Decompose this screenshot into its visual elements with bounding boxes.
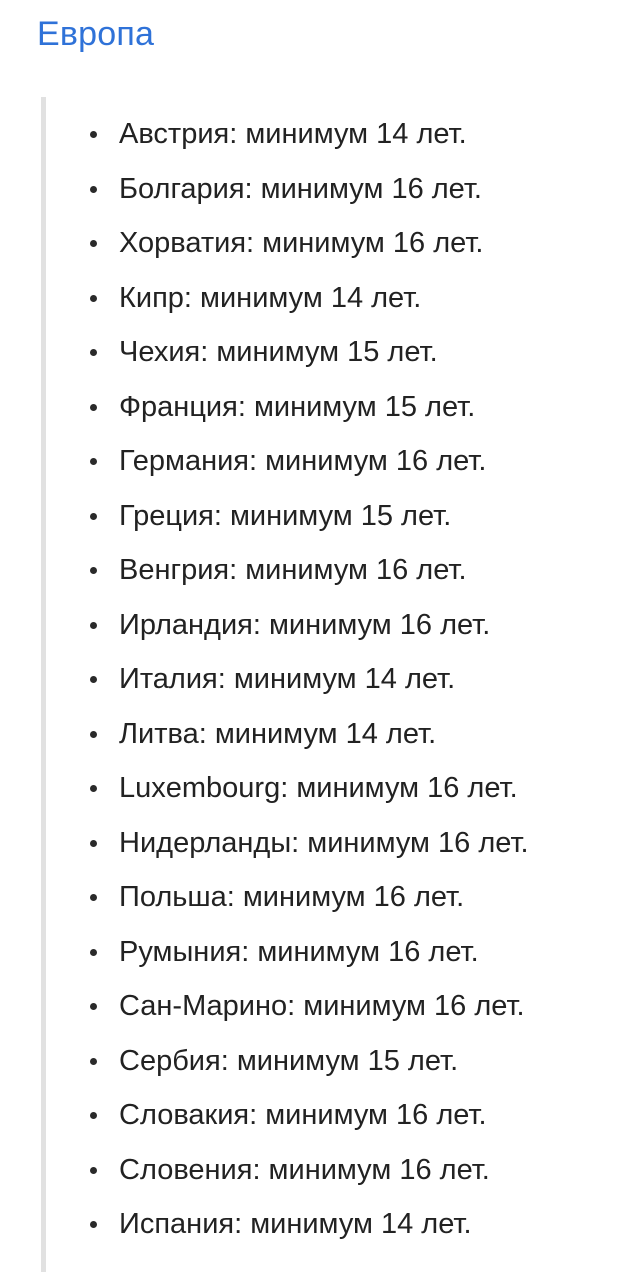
list-item [86, 325, 529, 380]
list-item [86, 979, 529, 1034]
list-item [86, 598, 529, 653]
list-item [86, 543, 529, 598]
list-item [86, 1197, 529, 1252]
list-item-text: Румыния: минимум 16 лет. [119, 935, 479, 968]
list-item-text: Греция: минимум 15 лет. [119, 499, 452, 532]
list-item-text: Словения: минимум 16 лет. [119, 1153, 490, 1186]
bullet-dot-icon [90, 131, 97, 138]
list-item-text: Болгария: минимум 16 лет. [119, 172, 482, 205]
bullet-dot-icon [90, 513, 97, 520]
bullet-dot-icon [90, 785, 97, 792]
list-item [86, 1034, 529, 1089]
list-item [86, 652, 529, 707]
country-list [86, 107, 529, 1252]
list-item [86, 1143, 529, 1198]
bullet-dot-icon [90, 949, 97, 956]
bullet-dot-icon [90, 622, 97, 629]
bullet-dot-icon [90, 1003, 97, 1010]
list-item-text: Испания: минимум 14 лет. [119, 1208, 472, 1240]
bullet-dot-icon [90, 1167, 97, 1174]
list-item [86, 107, 529, 162]
list-item-text: Польша: минимум 16 лет. [119, 881, 465, 913]
bullet-dot-icon [90, 676, 97, 683]
list-item [86, 816, 529, 871]
list-item [86, 489, 529, 544]
bullet-dot-icon [90, 404, 97, 411]
list-item-text: Luxembourg: минимум 16 лет. [119, 772, 518, 804]
list-item-text: Кипр: минимум 14 лет. [119, 281, 422, 314]
list-item [86, 162, 529, 217]
section-title-link[interactable]: Европа [37, 15, 155, 53]
bullet-dot-icon [90, 894, 97, 901]
list-item [86, 380, 529, 435]
list-item [86, 707, 529, 762]
list-item [86, 870, 529, 925]
bullet-dot-icon [90, 1112, 97, 1119]
bullet-dot-icon [90, 458, 97, 465]
bullet-dot-icon [90, 1058, 97, 1065]
bullet-dot-icon [90, 1221, 97, 1228]
list-item-text: Чехия: минимум 15 лет. [119, 336, 438, 368]
list-item-text: Литва: минимум 14 лет. [119, 717, 437, 750]
list-item [86, 434, 529, 489]
list-item-text: Нидерланды: минимум 16 лет. [119, 826, 529, 859]
bullet-dot-icon [90, 349, 97, 356]
list-item-text: Венгрия: минимум 16 лет. [119, 554, 467, 586]
bullet-dot-icon [90, 567, 97, 574]
list-item-text: Сан-Марино: минимум 16 лет. [119, 990, 525, 1022]
list-item-text: Германия: минимум 16 лет. [119, 445, 487, 477]
list-item-text: Сербия: минимум 15 лет. [119, 1044, 459, 1077]
list-item-text: Словакия: минимум 16 лет. [119, 1099, 487, 1131]
list-item-text: Ирландия: минимум 16 лет. [119, 608, 491, 641]
blockquote [41, 97, 631, 1272]
bullet-dot-icon [90, 240, 97, 247]
list-item [86, 216, 529, 271]
list-item [86, 925, 529, 980]
bullet-dot-icon [90, 731, 97, 738]
list-item [86, 1088, 529, 1143]
bullet-dot-icon [90, 840, 97, 847]
bullet-dot-icon [90, 295, 97, 302]
list-item-text: Италия: минимум 14 лет. [119, 663, 456, 695]
list-item [86, 761, 529, 816]
list-item-text: Франция: минимум 15 лет. [119, 390, 476, 423]
list-item-text: Австрия: минимум 14 лет. [119, 118, 467, 150]
list-item-text: Хорватия: минимум 16 лет. [119, 227, 484, 259]
list-item [86, 271, 529, 326]
bullet-dot-icon [90, 186, 97, 193]
